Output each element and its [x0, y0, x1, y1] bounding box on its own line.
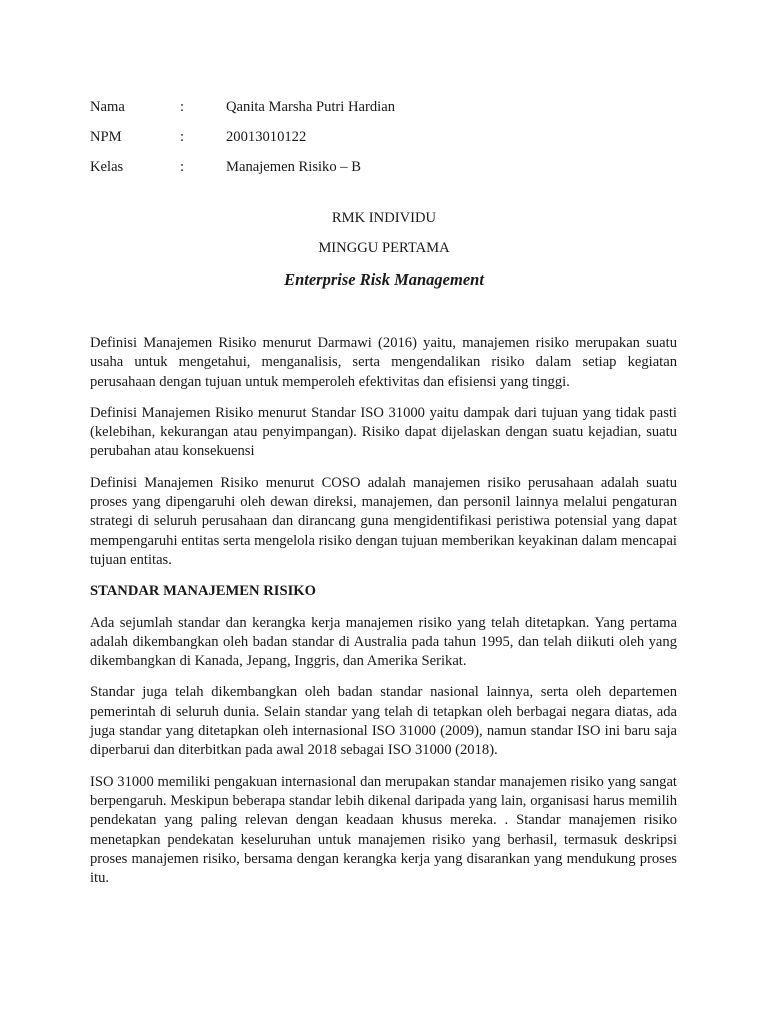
info-row-npm: [90, 122, 395, 152]
info-label: Nama: [90, 98, 125, 115]
info-value: Qanita Marsha Putri Hardian: [226, 98, 395, 115]
paragraph: Standar juga telah dikembangkan oleh badan standar nasional lainnya, serta oleh departemen pemerintah di seluruh dunia. Selain standar yang telah di tetapkan oleh berbagai negara diatas, ada juga standar yang ditetapkan oleh internasional ISO 31000 (2009), namun standar ISO ini baru saja diperbarui dan diterbitkan pada awal 2018 sebagai ISO 31000 (2018).: [90, 684, 677, 759]
paragraph: Ada sejumlah standar dan kerangka kerja manajemen risiko yang telah ditetapkan. Yang pertama adalah dikembangkan oleh badan standar di Australia pada tahun 1995, dan telah diikuti oleh yang dikembangkan di Kanada, Jepang, Inggris, dan Amerika Serikat.: [90, 614, 677, 670]
document-title: Enterprise Risk Management: [284, 270, 484, 289]
info-colon: :: [180, 158, 185, 175]
info-colon: :: [180, 128, 185, 145]
paragraph: Definisi Manajemen Risiko menurut COSO adalah manajemen risiko perusahaan adalah suatu proses yang dipengaruhi oleh dewan direksi, manajemen, dan personil lainnya melalui pengaturan strategi di seluruh perusahaan dan dirancang guna mengidentifikasi peristiwa potensial yang dapat mempengaruhi entitas serta mengelola risiko dengan tujuan memberikan keyakinan dalam mencapai tujuan entitas.: [90, 474, 677, 568]
paragraph: Definisi Manajemen Risiko menurut Standar ISO 31000 yaitu dampak dari tujuan yang tidak pasti (kelebihan, kekurangan atau penyimpangan). Risiko dapat dijelaskan dengan suatu kejadian, suatu perubahan atau konsekuensi: [90, 404, 677, 460]
info-label: Kelas: [90, 158, 124, 175]
section-title: STANDAR MANAJEMEN RISIKO: [90, 583, 316, 600]
info-colon: :: [180, 98, 185, 115]
info-row-name: [90, 92, 395, 122]
paragraph: Definisi Manajemen Risiko menurut Darmawi (2016) yaitu, manajemen risiko merupakan suatu usaha untuk mengetahui, menganalisis, serta mengendalikan risiko dalam setiap kegiatan perusahaan dengan tujuan untuk memperoleh efektivitas dan efisiensi yang tinggi.: [90, 335, 677, 390]
info-label: NPM: [90, 128, 122, 145]
info-row-class: [90, 152, 395, 182]
heading-line-1: RMK INDIVIDU: [331, 210, 437, 226]
student-info: [90, 92, 395, 182]
heading-line-2: MINGGU PERTAMA: [318, 240, 450, 256]
info-value: Manajemen Risiko – B: [226, 158, 361, 175]
paragraph: ISO 31000 memiliki pengakuan internasional dan merupakan standar manajemen risiko yang sangat berpengaruh. Meskipun beberapa standar lebih dikenal daripada yang lain, organisasi harus memilih pendekatan yang paling relevan dengan keadaan khusus mereka. . Standar manajemen risiko menetapkan pendekatan keseluruhan untuk manajemen risiko yang berhasil, termasuk deskripsi proses manajemen risiko, bersama dengan kerangka kerja yang disarankan yang mendukung proses itu.: [90, 773, 677, 887]
info-value: 20013010122: [226, 128, 307, 145]
document-body: [90, 334, 677, 900]
